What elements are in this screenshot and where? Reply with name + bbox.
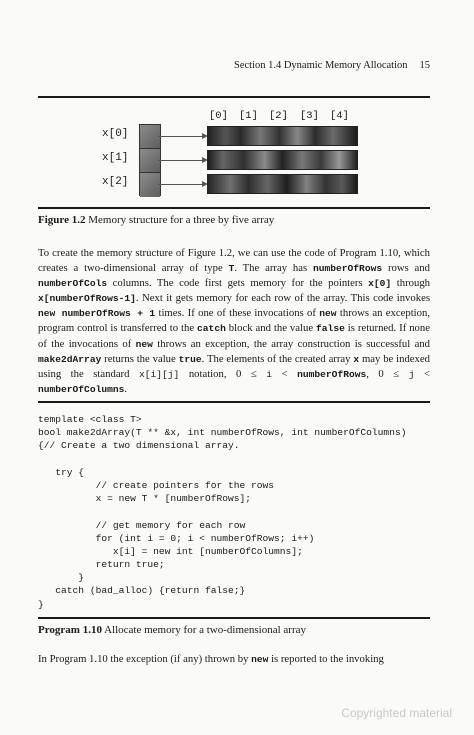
figure-caption-text: Memory structure for a three by five array — [88, 214, 275, 226]
row-pointer-arrow — [158, 184, 206, 185]
inline-code: new — [251, 654, 269, 665]
text-run: may be indexed using the standard — [38, 352, 430, 380]
inline-code: new — [319, 308, 337, 320]
text-run: < — [414, 367, 430, 380]
column-index: [0] — [209, 110, 228, 122]
code-line: {// Create a two dimensional array. — [38, 440, 240, 452]
column-index: [4] — [330, 110, 349, 122]
inline-code: x[i][j] — [138, 368, 180, 380]
text-run: . The elements of the created array — [201, 352, 354, 365]
figure-bottom-rule — [38, 207, 430, 209]
code-line: // create pointers for the rows — [38, 479, 275, 491]
inline-code: new numberOfRows + 1 — [38, 308, 156, 320]
column-index: [3] — [300, 110, 319, 122]
code-line: x = new T * [numberOfRows]; — [38, 493, 252, 505]
text-run: . — [124, 382, 128, 395]
code-line: for (int i = 0; i < numberOfRows; i++) — [38, 532, 315, 544]
text-run: , 0 ≤ — [366, 367, 409, 380]
code-line: template <class T> — [38, 414, 142, 425]
column-index: [1] — [239, 110, 258, 122]
inline-code: numberOfColumns — [38, 383, 125, 395]
code-line: x[i] = new int [numberOfColumns]; — [38, 545, 303, 557]
text-run: times. If one of these invocations of — [155, 307, 320, 320]
text-run: columns. The code first gets memory for the pointers — [107, 277, 369, 290]
code-line: // get memory for each row — [38, 519, 246, 531]
row-memory-block — [207, 126, 358, 146]
text-run: returns the value — [101, 352, 179, 365]
row-pointer-arrow — [158, 160, 206, 161]
code-line: } — [38, 572, 85, 584]
pointer-cell — [140, 173, 160, 197]
page-number: 15 — [419, 60, 430, 71]
inline-code: false — [316, 323, 345, 335]
text-run: . Next it gets memory for each row of the array. This code invokes — [135, 292, 430, 305]
text-run: throws an exception, program control is transferred to the — [38, 307, 430, 335]
inline-code: catch — [197, 323, 226, 335]
inline-code: numberOfCols — [38, 278, 108, 290]
figure-top-rule — [38, 96, 430, 98]
row-pointer-label: x[2] — [102, 176, 129, 188]
figure-caption — [38, 214, 274, 226]
program-top-rule — [38, 401, 430, 403]
text-run: is reported to the invoking — [268, 653, 384, 665]
text-run: through — [391, 277, 431, 290]
text-run: rows and — [382, 262, 430, 275]
text-run: To create the memory structure of Figure 1.2, we can use the code of Program 1.10, which creates a two-dimensional array of type — [38, 247, 430, 275]
text-run: is returned. If none of the invocations of — [38, 322, 430, 350]
running-head-section: Section 1.4 Dynamic Memory Allocation — [233, 60, 408, 71]
pointer-cell — [140, 125, 160, 149]
text-run: block and the value — [225, 322, 317, 335]
inline-code: numberOfRows — [313, 263, 383, 275]
inline-code: new — [135, 338, 153, 350]
inline-code: numberOfRows — [297, 368, 367, 380]
body-paragraph — [38, 246, 430, 397]
inline-code: i — [266, 368, 273, 380]
code-line — [38, 453, 406, 466]
text-run: throws an exception, the array construction is successful and — [152, 337, 431, 350]
program-caption — [38, 624, 306, 636]
memory-structure-figure — [38, 108, 430, 204]
watermark: Copyrighted material — [341, 706, 452, 720]
row-memory-block — [207, 174, 358, 194]
code-listing — [38, 413, 406, 611]
inline-code: x[0] — [368, 278, 392, 290]
program-caption-label: Program 1.10 — [38, 624, 102, 636]
inline-code: x — [353, 353, 360, 365]
row-pointer-arrow — [158, 136, 206, 137]
column-index: [2] — [269, 110, 288, 122]
inline-code: T — [228, 263, 235, 275]
program-caption-text: Allocate memory for a two-dimensional array — [104, 624, 307, 636]
code-line: bool make2dArray(T ** &x, int numberOfRows, int numberOfColumns) — [38, 427, 407, 439]
inline-code: make2dArray — [38, 353, 102, 365]
figure-caption-label: Figure 1.2 — [38, 214, 86, 226]
code-line: catch (bad_alloc) {return false;} — [38, 585, 246, 597]
row-memory-block — [207, 150, 358, 170]
text-run: < — [272, 367, 298, 380]
program-bottom-rule — [38, 617, 430, 619]
inline-code: x[numberOfRows-1] — [38, 293, 136, 305]
inline-code: j — [408, 368, 415, 380]
running-head — [36, 60, 430, 74]
text-run: . The array has — [234, 262, 313, 275]
pointer-cell — [140, 149, 160, 173]
code-line — [38, 505, 406, 518]
continuation-paragraph — [38, 653, 438, 665]
row-pointer-label: x[0] — [102, 128, 129, 140]
code-line: } — [38, 598, 44, 610]
code-line: return true; — [38, 559, 165, 571]
text-run: notation, 0 ≤ — [179, 367, 267, 380]
inline-code: true — [178, 353, 202, 365]
code-line: try { — [38, 466, 85, 478]
text-run: In Program 1.10 the exception (if any) thrown by — [38, 653, 252, 665]
row-pointer-label: x[1] — [102, 152, 129, 164]
